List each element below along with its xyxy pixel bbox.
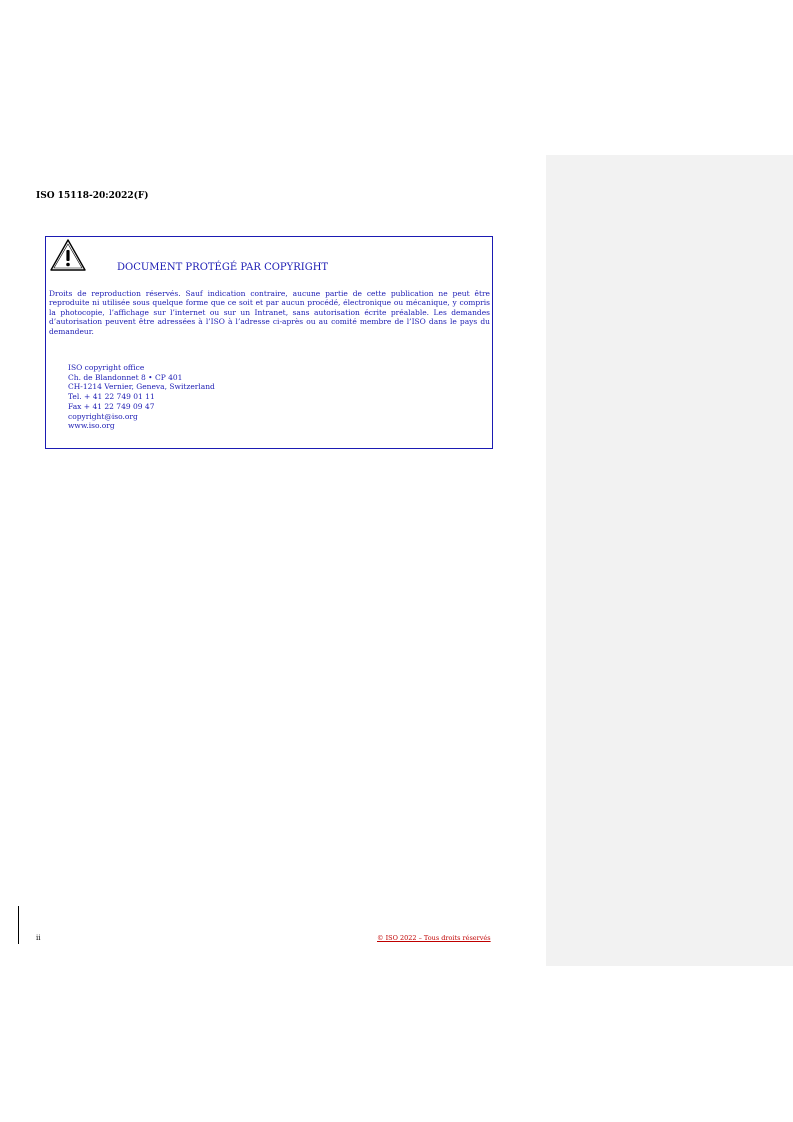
comment-pane	[546, 155, 793, 966]
warning-triangle-icon	[49, 238, 87, 272]
copyright-office-address	[68, 363, 215, 431]
address-website: www.iso.org	[68, 421, 115, 431]
revision-change-bar	[18, 906, 19, 944]
address-line: Ch. de Blandonnet 8 • CP 401	[68, 372, 183, 382]
footer-copyright: © ISO 2022 – Tous droits réservés	[377, 934, 491, 942]
address-line: CH-1214 Vernier, Geneva, Switzerland	[68, 382, 215, 392]
document-id-header: ISO 15118-20:2022(F)	[36, 191, 149, 201]
address-fax: Fax + 41 22 749 09 47	[68, 401, 155, 411]
copyright-title: DOCUMENT PROTÉGÉ PAR COPYRIGHT	[117, 262, 329, 273]
page-number: ii	[36, 934, 41, 942]
address-line: ISO copyright office	[68, 363, 145, 372]
address-email: copyright@iso.org	[68, 411, 138, 421]
copyright-body-text: Droits de reproduction réservés. Sauf indication contraire, aucune partie de cette publication ne peut être reproduite ni utilisée sous quelque forme que ce soit et par aucun procédé, électronique ou mécanique, y compris la photocopie, l’affichage sur l’internet ou sur un Intranet, sans autorisation écrite préalable. Les demandes d’autorisation peuvent être adressées à l’ISO à l’adresse ci-après ou au comité membre de l’ISO dans le pays du demandeur.	[49, 289, 490, 336]
copyright-notice-box	[45, 236, 493, 449]
address-phone: Tel. + 41 22 749 01 11	[68, 392, 155, 402]
